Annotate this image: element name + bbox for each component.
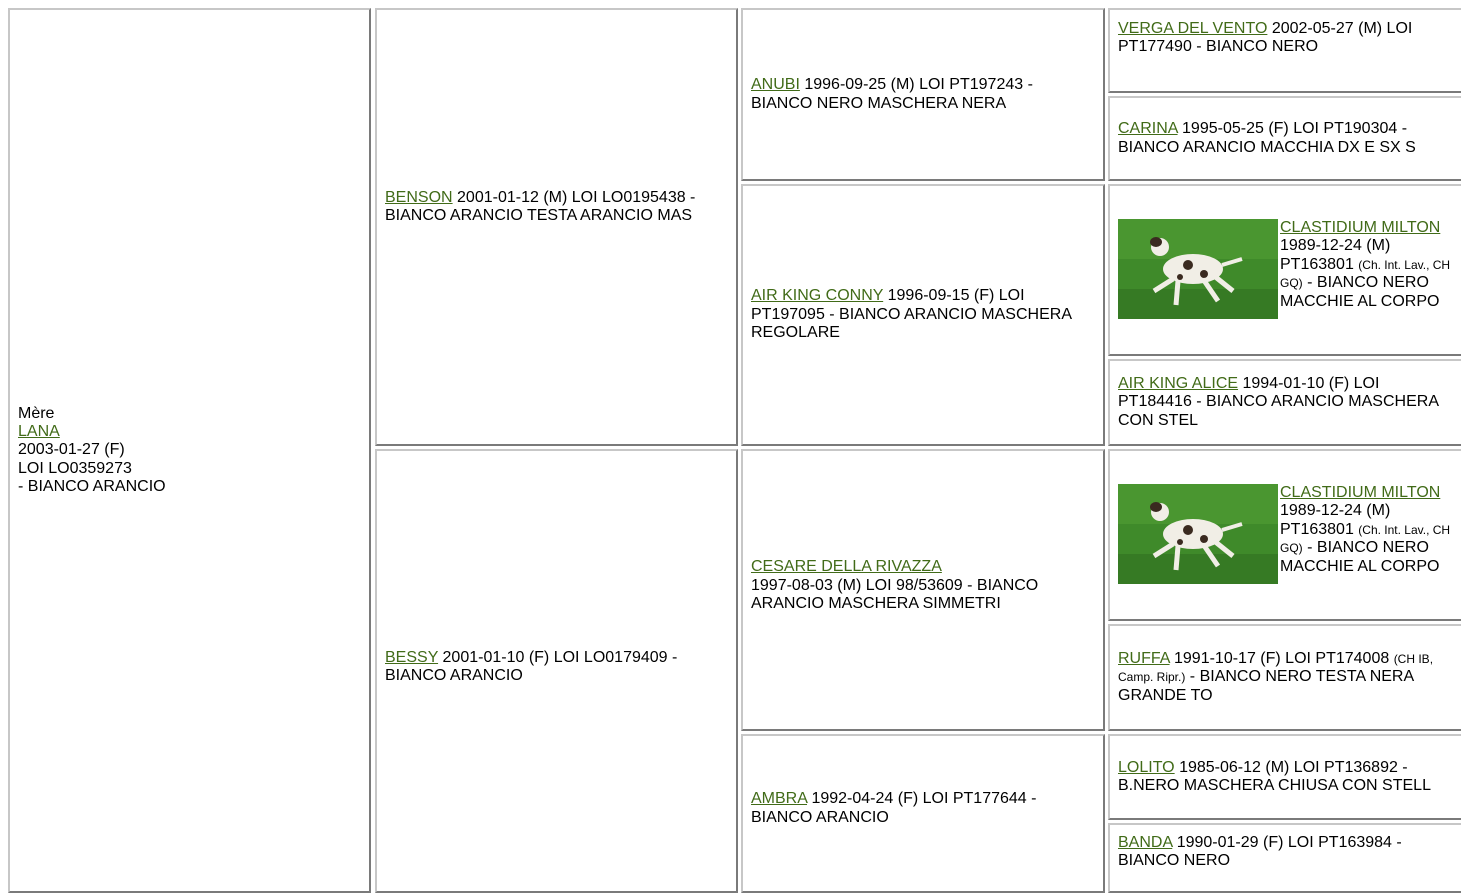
dog-photo-icon: [1118, 219, 1278, 319]
clastidium-1-date: 1989-12-24 (M) PT163801: [1280, 237, 1391, 273]
banda-info: 1990-01-29 (F) LOI PT163984 - BIANCO NERO: [1118, 834, 1402, 870]
ruffa-titles: (CH IB, Camp. Ripr.): [1118, 651, 1434, 685]
banda-link[interactable]: BANDA: [1118, 834, 1173, 851]
clastidium-2-color: - BIANCO NERO MACCHIE AL CORPO: [1280, 539, 1440, 575]
dam-registration: LOI LO0359273: [18, 459, 132, 477]
clastidium-1-link[interactable]: CLASTIDIUM MILTON: [1280, 219, 1441, 236]
pedigree-cell-clastidium-1: [1108, 184, 1461, 356]
pedigree-cell-bessy: [375, 449, 738, 893]
cesare-link[interactable]: CESARE DELLA RIVAZZA: [751, 558, 942, 576]
clastidium-1-titles: (Ch. Int. Lav., CH GQ): [1280, 257, 1451, 291]
lolito-info: 1985-06-12 (M) LOI PT136892 - B.NERO MASCHERA CHIUSA CON STELL: [1118, 758, 1431, 794]
pedigree-cell-benson: [375, 8, 738, 446]
airkingalice-info: 1994-01-10 (F) LOI PT184416 - BIANCO ARANCIO MASCHERA CON STEL: [1118, 374, 1439, 429]
bessy-link[interactable]: BESSY: [385, 648, 439, 666]
pedigree-cell-cesare: [741, 449, 1105, 731]
airkingconny-link[interactable]: AIR KING CONNY: [751, 287, 884, 305]
pedigree-cell-lolito: [1108, 734, 1461, 820]
pedigree-cell-banda: [1108, 823, 1461, 893]
pedigree-cell-carina: [1108, 96, 1461, 181]
clastidium-2-date: 1989-12-24 (M) PT163801: [1280, 502, 1391, 538]
ambra-info: 1992-04-24 (F) LOI PT177644 - BIANCO ARANCIO: [751, 790, 1037, 826]
clastidium-1-color: - BIANCO NERO MACCHIE AL CORPO: [1280, 274, 1440, 310]
cesare-info: 1997-08-03 (M) LOI 98/53609 - BIANCO ARANCIO MASCHERA SIMMETRI: [751, 576, 1039, 613]
pedigree-cell-verga: [1108, 8, 1461, 93]
ruffa-info: 1991-10-17 (F) LOI PT174008: [1169, 649, 1394, 667]
carina-info: 1995-05-25 (F) LOI PT190304 - BIANCO ARANCIO MACCHIA DX E SX S: [1118, 120, 1416, 156]
benson-link[interactable]: BENSON: [385, 188, 453, 206]
dam-name-link[interactable]: LANA: [18, 422, 60, 440]
pedigree-cell-clastidium-2: [1108, 449, 1461, 621]
dog-photo-icon: [1118, 484, 1278, 584]
pedigree-cell-anubi: [741, 8, 1105, 181]
pedigree-cell-ruffa: [1108, 624, 1461, 731]
pedigree-cell-ambra: [741, 734, 1105, 893]
verga-info: 2002-05-27 (M) LOI PT177490 - BIANCO NERO: [1118, 20, 1413, 56]
benson-info: 2001-01-12 (M) LOI LO0195438 - BIANCO ARANCIO TESTA ARANCIO MAS: [385, 188, 696, 224]
pedigree-cell-airkingconny: [741, 184, 1105, 446]
ruffa-link[interactable]: RUFFA: [1118, 649, 1170, 667]
anubi-info: 1996-09-25 (M) LOI PT197243 - BIANCO NERO MASCHERA NERA: [751, 76, 1033, 112]
lolito-link[interactable]: LOLITO: [1118, 758, 1175, 776]
bessy-info: 2001-01-10 (F) LOI LO0179409 - BIANCO ARANCIO: [385, 648, 678, 684]
dam-color: - BIANCO ARANCIO: [18, 478, 166, 496]
dam-date: 2003-01-27 (F): [18, 441, 125, 459]
carina-link[interactable]: CARINA: [1118, 120, 1178, 138]
ambra-link[interactable]: AMBRA: [751, 790, 808, 808]
anubi-link[interactable]: ANUBI: [751, 76, 800, 94]
airkingalice-link[interactable]: AIR KING ALICE: [1118, 374, 1239, 392]
pedigree-cell-dam: [8, 8, 371, 893]
verga-link[interactable]: VERGA DEL VENTO: [1118, 20, 1268, 37]
clastidium-2-link[interactable]: CLASTIDIUM MILTON: [1280, 484, 1441, 501]
clastidium-2-titles: (Ch. Int. Lav., CH GQ): [1280, 522, 1451, 556]
airkingconny-info: 1996-09-15 (F) LOI PT197095 - BIANCO ARANCIO MASCHERA REGOLARE: [751, 287, 1072, 342]
pedigree-cell-airkingalice: [1108, 359, 1461, 446]
dam-label: Mère: [18, 404, 55, 422]
ruffa-color: - BIANCO NERO TESTA NERA GRANDE TO: [1118, 668, 1414, 704]
